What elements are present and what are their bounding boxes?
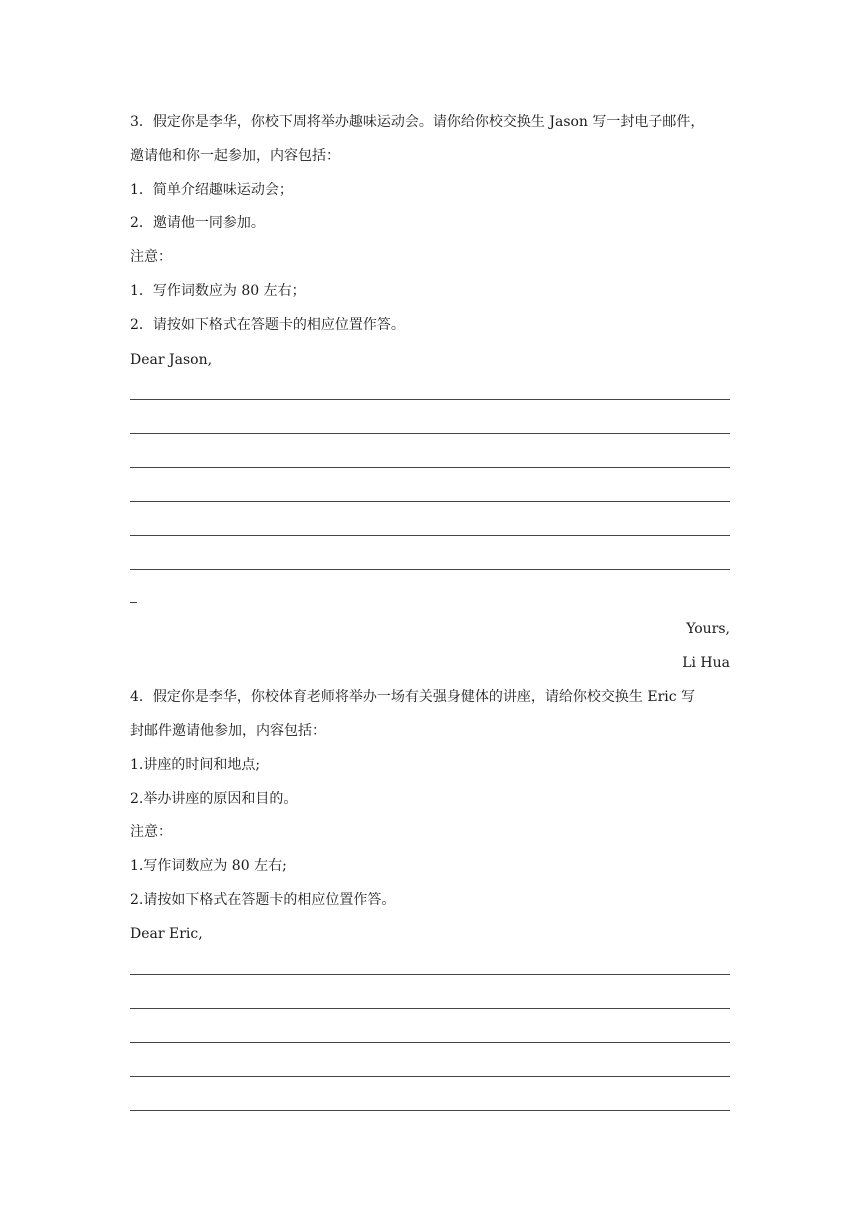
q4-note-2: 2.请按如下格式在答题卡的相应位置作答。: [130, 892, 396, 908]
q4-greeting: Dear Eric,: [130, 926, 203, 942]
q4-prompt-line-2: 封邮件邀请他参加，内容包括：: [130, 723, 326, 739]
q4-answer-line[interactable]: [130, 1110, 730, 1111]
q3-closing: Yours,: [686, 621, 730, 637]
q3-note-1: 1．写作词数应为 80 左右；: [130, 283, 306, 299]
q3-answer-line[interactable]: [130, 501, 730, 502]
q3-content-point-1: 1．简单介绍趣味运动会；: [130, 182, 293, 198]
q4-note-label: 注意：: [130, 824, 172, 840]
q3-answer-line[interactable]: [130, 467, 730, 468]
q3-answer-line[interactable]: [130, 535, 730, 536]
q3-signature: Li Hua: [682, 655, 730, 671]
q3-answer-line[interactable]: [130, 433, 730, 434]
q4-answer-line[interactable]: [130, 1008, 730, 1009]
q4-answer-line[interactable]: [130, 1076, 730, 1077]
q4-content-point-1: 1.讲座的时间和地点;: [130, 757, 261, 773]
q4-answer-line[interactable]: [130, 1042, 730, 1043]
q4-note-1: 1.写作词数应为 80 左右;: [130, 858, 287, 874]
q3-note-2: 2．请按如下格式在答题卡的相应位置作答。: [130, 317, 405, 333]
q4-prompt-line-1: 4．假定你是李华，你校体育老师将举办一场有关强身健体的讲座，请给你校交换生 Eric 写: [130, 689, 696, 705]
q4-content-point-2: 2.举办讲座的原因和目的。: [130, 791, 298, 807]
q3-greeting: Dear Jason,: [130, 352, 213, 368]
q3-content-point-2: 2．邀请他一同参加。: [130, 215, 265, 231]
q4-answer-line[interactable]: [130, 974, 730, 975]
q3-note-label: 注意：: [130, 249, 172, 265]
q3-answer-line[interactable]: [130, 569, 730, 570]
q3-prompt-line-2: 邀请他和你一起参加，内容包括：: [130, 148, 340, 164]
q3-prompt-line-1: 3．假定你是李华，你校下周将举办趣味运动会。请你给你校交换生 Jason 写一封电子邮件，: [130, 114, 705, 130]
q3-answer-line[interactable]: [130, 399, 730, 400]
q3-answer-line-end[interactable]: [130, 602, 137, 603]
